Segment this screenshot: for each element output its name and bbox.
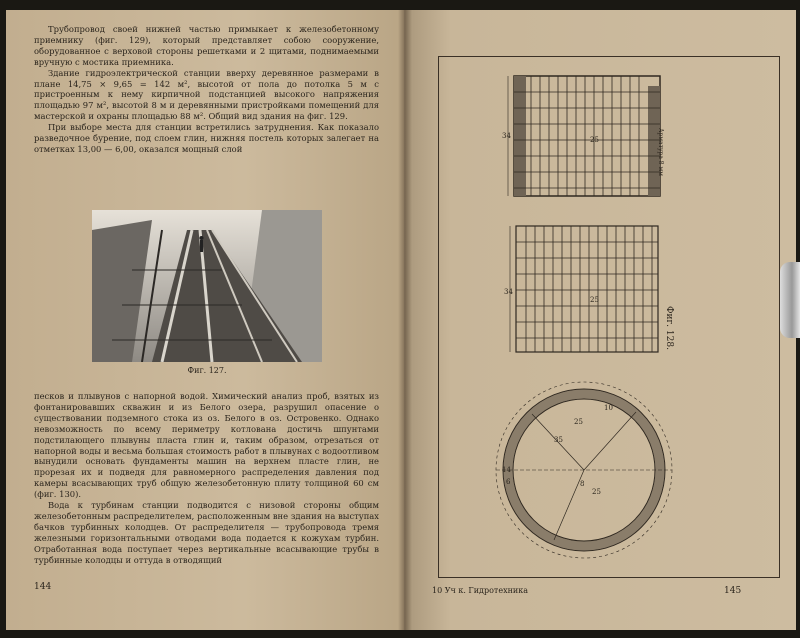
figure-127-photo <box>92 210 322 362</box>
paragraph-2: Здание гидроэлектрической станции вверху деревянное размерами в плане 14,75 × 9,65 = 142 м², высотой от пола до потолка 5 м с пристроенным к нему кирпичной подстанцией высокого напряжения площадью 97 м², высотой 8 м и деревянными пристройками помещений для мастерской и охраны площадью 88 м². Общий вид здания на фиг. 129. <box>34 67 379 122</box>
coin-weight <box>780 262 800 338</box>
dim-ring-3: 25 <box>574 418 583 426</box>
figure-127-caption: Фиг. 127. <box>187 366 227 375</box>
dim-ring-4: 8 <box>580 480 585 488</box>
reinforcement-grid-middle <box>510 226 658 352</box>
dim-top-small: 34 <box>502 132 511 140</box>
dim-top-main: 25 <box>590 136 599 144</box>
dim-mid-small: 34 <box>504 288 513 296</box>
dim-ring-1: 35 <box>554 436 563 444</box>
reinforcement-grid-top <box>508 76 660 196</box>
left-text-top <box>34 24 379 155</box>
left-page-number: 144 <box>34 582 52 592</box>
dim-ring-2: 10 <box>604 404 613 412</box>
dim-ring-7: 6 <box>506 478 511 486</box>
left-text-bottom <box>34 391 379 566</box>
dim-mid-main: 25 <box>590 296 599 304</box>
paragraph-5: Вода к турбинам станции подводится с низовой стороны общим железобетонным распределителем, расположенным вне здания на выступах бачков турбинных колодцев. От распределителя — трубопровода тремя железными горизонтальными отводами вода подается к кожухам турбин. Отработанная вода поступает через вертикальные всасывающие трубы в турбинные колодцы и оттуда в отводящий <box>34 500 379 565</box>
paragraph-4: песков и плывунов с напорной водой. Химический анализ проб, взятых из фонтанировавших скважин и из Белого озера, разрушил опасение о существовании подземного стока из оз. Белого в оз. Островенко. Однако невозможность по всему периметру котлована достичь шпунтами подстилающего плывуны пласта глин и, таким образом, отрезаться от напорной воды и весьма большая стоимость работ в плывунах с водоотливом вынудили основать фундаменты машин на верхнем пласте глин, не прорезая их и подведя для равномерного распределения давления под камеры всасывающих труб общую железобетонную плиту толщиной 60 см (фиг. 130). <box>34 391 379 500</box>
figure-128-caption: Фиг. 128. <box>664 306 674 350</box>
paragraph-3: При выборе места для станции встретились затруднения. Как показало разведочное бурение, под слоем глин, нижняя постель которых залегает на отметках 13,00 — 6,00, оказался мощный слой <box>34 122 379 154</box>
dim-ring-6: 14 <box>502 466 511 474</box>
paragraph-1: Трубопровод своей нижней частью примыкает к железобетонному приемнику (фиг. 129), который представляет собою сооружение, оборудованное с верховой стороны решетками и 2 щитами, поднимаемыми вручную с мостика приемника. <box>34 24 379 67</box>
left-page <box>6 10 404 630</box>
figure-128-drawing <box>404 10 796 630</box>
dim-ring-5: 25 <box>592 488 601 496</box>
reinforcement-ring <box>496 382 672 558</box>
reinforcement-side-label: Арматура 8 мм <box>657 128 664 176</box>
open-book-spread <box>6 10 796 630</box>
right-page <box>404 10 796 630</box>
signature-footer: 10 Уч к. Гидротехника <box>432 586 529 595</box>
right-page-number: 145 <box>724 586 742 596</box>
book-gutter <box>398 10 412 630</box>
